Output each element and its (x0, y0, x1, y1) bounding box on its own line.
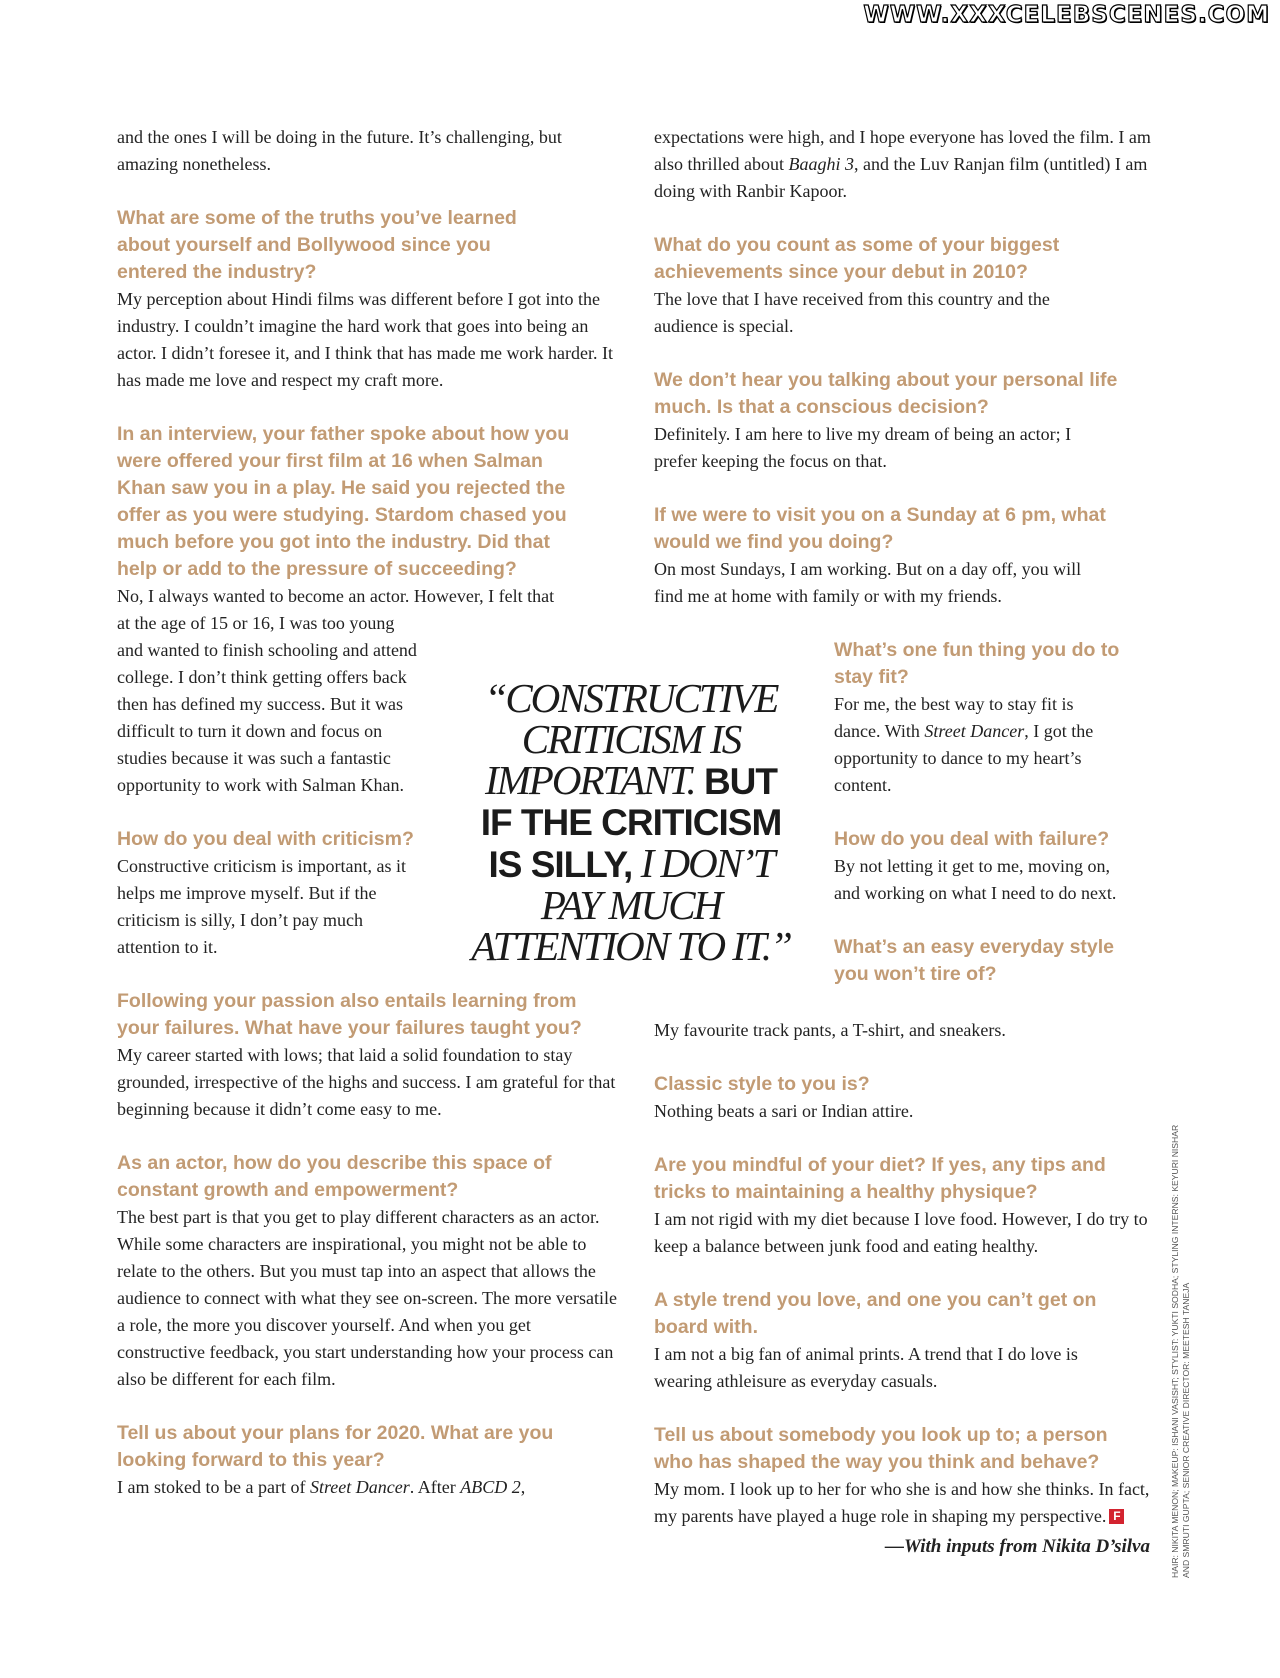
answer-text: My mom. I look up to her for who she is and how she thinks. In fact, my parents have played a huge role in shaping my perspective. (654, 1479, 1150, 1526)
qa-item (117, 1420, 617, 1501)
qa-item (654, 1152, 1164, 1260)
pull-quote-line (455, 757, 807, 803)
intro-text-part: , and the Luv Ranjan film (untitled) I am doing with Ranbir Kapoor. (654, 154, 1148, 201)
pull-quote-line: PAY MUCH (540, 882, 722, 928)
pull-quote-line: IF THE CRITICISM (480, 802, 782, 843)
answer: Constructive criticism is important, as it helps me improve myself. But if the criticism is silly, I don’t pay much attention to it. (117, 856, 406, 957)
pull-quote-italic: I DON’T (632, 840, 774, 886)
answer-text: . After (409, 1477, 461, 1497)
pull-quote-line: ATTENTION TO IT.” (471, 923, 791, 969)
question: Following your passion also entails learning from your failures. What have your failures taught you? (117, 990, 582, 1039)
question: Classic style to you is? (654, 1073, 870, 1095)
pull-quote-italic: IMPORTANT. (485, 757, 695, 803)
pull-quote-line: CRITICISM IS (521, 716, 741, 762)
byline: —With inputs from Nikita D’silva (885, 1536, 1150, 1557)
qa-item (654, 1287, 1164, 1395)
film-title: Street Dancer (924, 721, 1025, 741)
credits-line: HAIR: NIKITA MENON; MAKEUP: ISHANI VASISHT; STYLIST: YUKTI SODHA; STYLING INTERNS: KEYURI NISHAR (1170, 1124, 1180, 1578)
qa-item (117, 988, 617, 1123)
pull-quote (455, 675, 807, 969)
qa-item (834, 934, 1154, 988)
question: What’s an easy everyday style you won’t tire of? (834, 936, 1115, 985)
pull-quote-bold: IS SILLY, (488, 844, 633, 885)
intro-text-part: expectations were high, and I hope everyone has loved the film. I am also thrilled about (654, 127, 1151, 174)
qa-item (654, 232, 1164, 340)
question: Tell us about somebody you look up to; a person who has shaped the way you think and behave? (654, 1424, 1108, 1473)
watermark: WWW.XXXCELEBSCENES.COM (863, 2, 1270, 28)
answer: I am not rigid with my diet because I love food. However, I do try to keep a balance between junk food and eating healthy. (654, 1209, 1148, 1256)
answer: The love that I have received from this country and the audience is special. (654, 289, 1050, 336)
question: Are you mindful of your diet? If yes, any tips and tricks to maintaining a healthy physique? (654, 1154, 1106, 1203)
answer: The best part is that you get to play different characters as an actor. While some characters are inspirational, you might not be able to relate to the others. But you must tap into an aspect that allows the audience to connect with what they see on-screen. The more versatile a role, the more you discover yourself. And when you get constructive feedback, you start understanding how your process can also be different for each film. (117, 1207, 617, 1389)
qa-item (834, 637, 1154, 799)
question: What do you count as some of your biggest achievements since your debut in 2010? (654, 234, 1060, 283)
qa-item (117, 1150, 617, 1393)
qa-item (654, 1422, 1164, 1558)
answer (117, 1474, 617, 1501)
qa-item (117, 205, 617, 394)
qa-item (654, 1071, 1164, 1125)
question: How do you deal with failure? (834, 828, 1110, 850)
answer: My perception about Hindi films was different before I got into the industry. I couldn’t imagine the hard work that goes into being an actor. I didn’t foresee it, and I think that has made me work harder. It has made me love and respect my craft more. (117, 289, 614, 390)
question: In an interview, your father spoke about how you were offered your first film at 16 when Salman Khan saw you in a play. He said you rejected the offer as you were studying. Stardom chased you much before you got into the industry. Did that help or add to the pressure of succeeding? (117, 423, 570, 580)
answer: On most Sundays, I am working. But on a day off, you will find me at home with family or with my friends. (654, 559, 1082, 606)
question: Tell us about your plans for 2020. What are you looking forward to this year? (117, 1422, 554, 1471)
pull-quote-line: “CONSTRUCTIVE (484, 675, 778, 721)
question: If we were to visit you on a Sunday at 6 pm, what would we find you doing? (654, 504, 1106, 553)
intro-text: and the ones I will be doing in the future. It’s challenging, but amazing nonetheless. (117, 127, 562, 174)
question: As an actor, how do you describe this space of constant growth and empowerment? (117, 1152, 552, 1201)
pull-quote-line (455, 840, 807, 886)
film-title: Baaghi 3 (788, 154, 854, 174)
answer: By not letting it get to me, moving on, and working on what I need to do next. (834, 856, 1117, 903)
question: What’s one fun thing you do to stay fit? (834, 639, 1120, 688)
answer-continued: at the age of 15 or 16, I was too young and wanted to finish schooling and attend college. I don’t think getting offers back then has defined my success. But it was difficult to turn it down and focus on studies because it was such a fantastic opportunity to work with Salman Khan. (117, 613, 417, 795)
style-answer: My favourite track pants, a T-shirt, and sneakers. (654, 1020, 1006, 1040)
photo-credits (1170, 1048, 1192, 1578)
credits-line: AND SMRUTI GUPTA; SENIOR CREATIVE DIRECTOR: MEETESH TANEJA (1181, 1282, 1191, 1578)
right-narrow-column (834, 637, 1154, 988)
answer-text: For me, the best way to stay fit is dance. With (834, 694, 1074, 741)
answer-text: , (520, 1477, 526, 1497)
answer-text: , I got the opportunity to dance to my heart’s content. (834, 721, 1094, 795)
answer: Definitely. I am here to live my dream of being an actor; I prefer keeping the focus on that. (654, 424, 1072, 471)
film-title: Street Dancer (309, 1477, 410, 1497)
answer: I am not a big fan of animal prints. A trend that I do love is wearing athleisure as everyday casuals. (654, 1344, 1078, 1391)
answer: Nothing beats a sari or Indian attire. (654, 1101, 914, 1121)
answer: No, I always wanted to become an actor. However, I felt that (117, 586, 555, 606)
answer (654, 1476, 1154, 1530)
qa-item (834, 826, 1154, 907)
pull-quote-bold: BUT (694, 761, 777, 802)
answer: My career started with lows; that laid a solid foundation to stay grounded, irrespective of the highs and success. I am grateful for that beginning because it didn’t come easy to me. (117, 1045, 616, 1119)
right-column (654, 124, 1164, 637)
end-mark-icon: F (1109, 1509, 1124, 1524)
right-bottom-column (654, 1017, 1164, 1558)
question: A style trend you love, and one you can’t get on board with. (654, 1289, 1097, 1338)
answer-text: I am stoked to be a part of (117, 1477, 310, 1497)
question: What are some of the truths you’ve learned about yourself and Bollywood since you entered the industry? (117, 207, 517, 283)
qa-item (654, 502, 1164, 610)
qa-item (654, 367, 1164, 475)
answer (834, 691, 1104, 799)
film-title: ABCD 2 (460, 1477, 521, 1497)
intro-text (654, 124, 1164, 205)
question: We don’t hear you talking about your personal life much. Is that a conscious decision? (654, 369, 1118, 418)
question: How do you deal with criticism? (117, 828, 414, 850)
